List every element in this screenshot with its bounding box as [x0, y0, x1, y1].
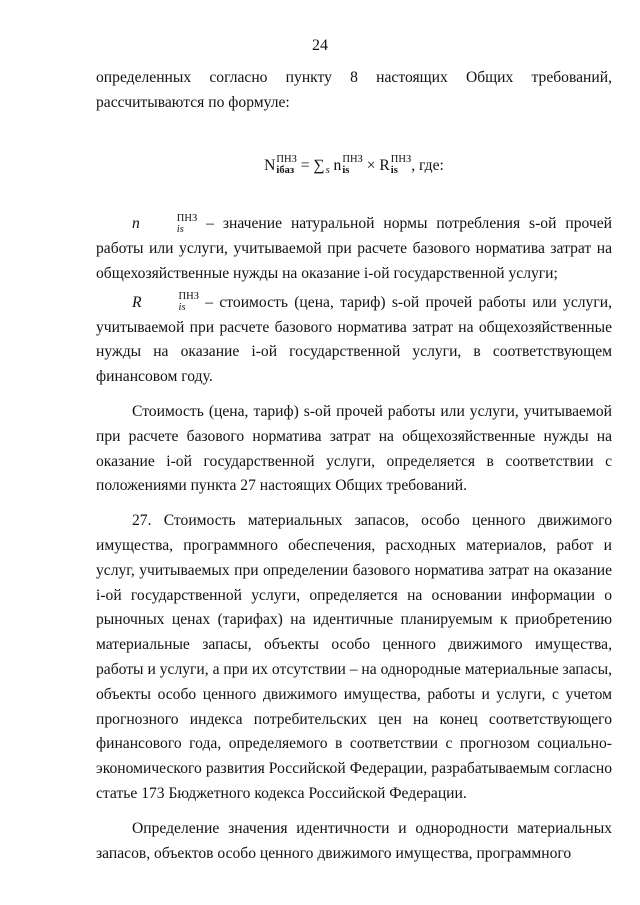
formula [96, 154, 612, 179]
page-number: 24 [312, 37, 328, 54]
formula-term2-sup: ПНЗ [390, 154, 412, 166]
formula-lhs: N [264, 156, 276, 174]
formula-sum-sub: s [325, 165, 330, 177]
formula-equals-sum: = ∑ [296, 156, 325, 174]
definition-r [96, 291, 612, 390]
paragraph-identity: Определение значения идентичности и однородности материальных запасов, объектов особо ценного движимого имущества, программного [96, 819, 612, 862]
definition-n-text: – значение натуральной нормы потребления s-ой прочей работы или услуги, учитываемой при расчете базового норматива затрат на общехозяйственные нужды на оказание i-ой государственной услуги; [96, 215, 612, 282]
definition-n-sub: is [176, 223, 184, 235]
definition-r-sup: ПНЗ [178, 291, 199, 303]
document-body [96, 66, 612, 866]
formula-times: × R [362, 156, 390, 174]
formula-lhs-sub: iбаз [276, 165, 295, 177]
definition-r-sub: is [178, 302, 186, 314]
definition-n-sup: ПНЗ [176, 212, 198, 224]
paragraph-27: 27. Стоимость материальных запасов, особо ценного движимого имущества, программного обеспечения, расходных материалов, работ и услуг, учитываемых при определении базового норматива затрат на оказание i-ой государственной услуги, определяется на основании информации о рыночных ценах (тарифах) на идентичные планируемым к приобретению материальные запасы, объекты особо ценного движимого имущества, работы и услуги, а при их отсутствии – на однородные материальные запасы, объекты особо ценного движимого имущества, работы и услуги, с учетом прогнозного индекса потребительских цен на конец соответствующего финансового года, определяемого в соответствии с прогнозом социально-экономического развития Российской Федерации, разрабатываемым согласно статье 173 Бюджетного кодекса Российской Федерации. [96, 512, 612, 802]
formula-term1-sup: ПНЗ [342, 154, 363, 166]
intro-paragraph: определенных согласно пункту 8 настоящих Общих требований, рассчитываются по формуле: [96, 69, 612, 111]
paragraph-cost: Стоимость (цена, тариф) s-ой прочей работы или услуги, учитываемой при расчете базового норматива затрат на общехозяйственные нужды на оказание i-ой государственной услуги, определяется в соответствии с положениями пункта 27 настоящих Общих требований. [96, 402, 612, 495]
definition-n-symbol: n [132, 215, 140, 233]
definition-r-text: – стоимость (цена, тариф) s-ой прочей работы или услуги, учитываемой при расчете базового норматива затрат на общехозяйственные нужды на оказание i-ой государственной услуги, в соответствующем финансовом году. [96, 293, 612, 386]
formula-tail: , где: [411, 156, 444, 174]
formula-term1-sub: is [342, 165, 350, 177]
definition-r-symbol: R [132, 293, 142, 311]
formula-lhs-sup: ПНЗ [276, 154, 297, 166]
formula-term2-sub: is [390, 165, 398, 177]
definition-n [96, 212, 612, 286]
formula-term1: n [329, 156, 342, 174]
